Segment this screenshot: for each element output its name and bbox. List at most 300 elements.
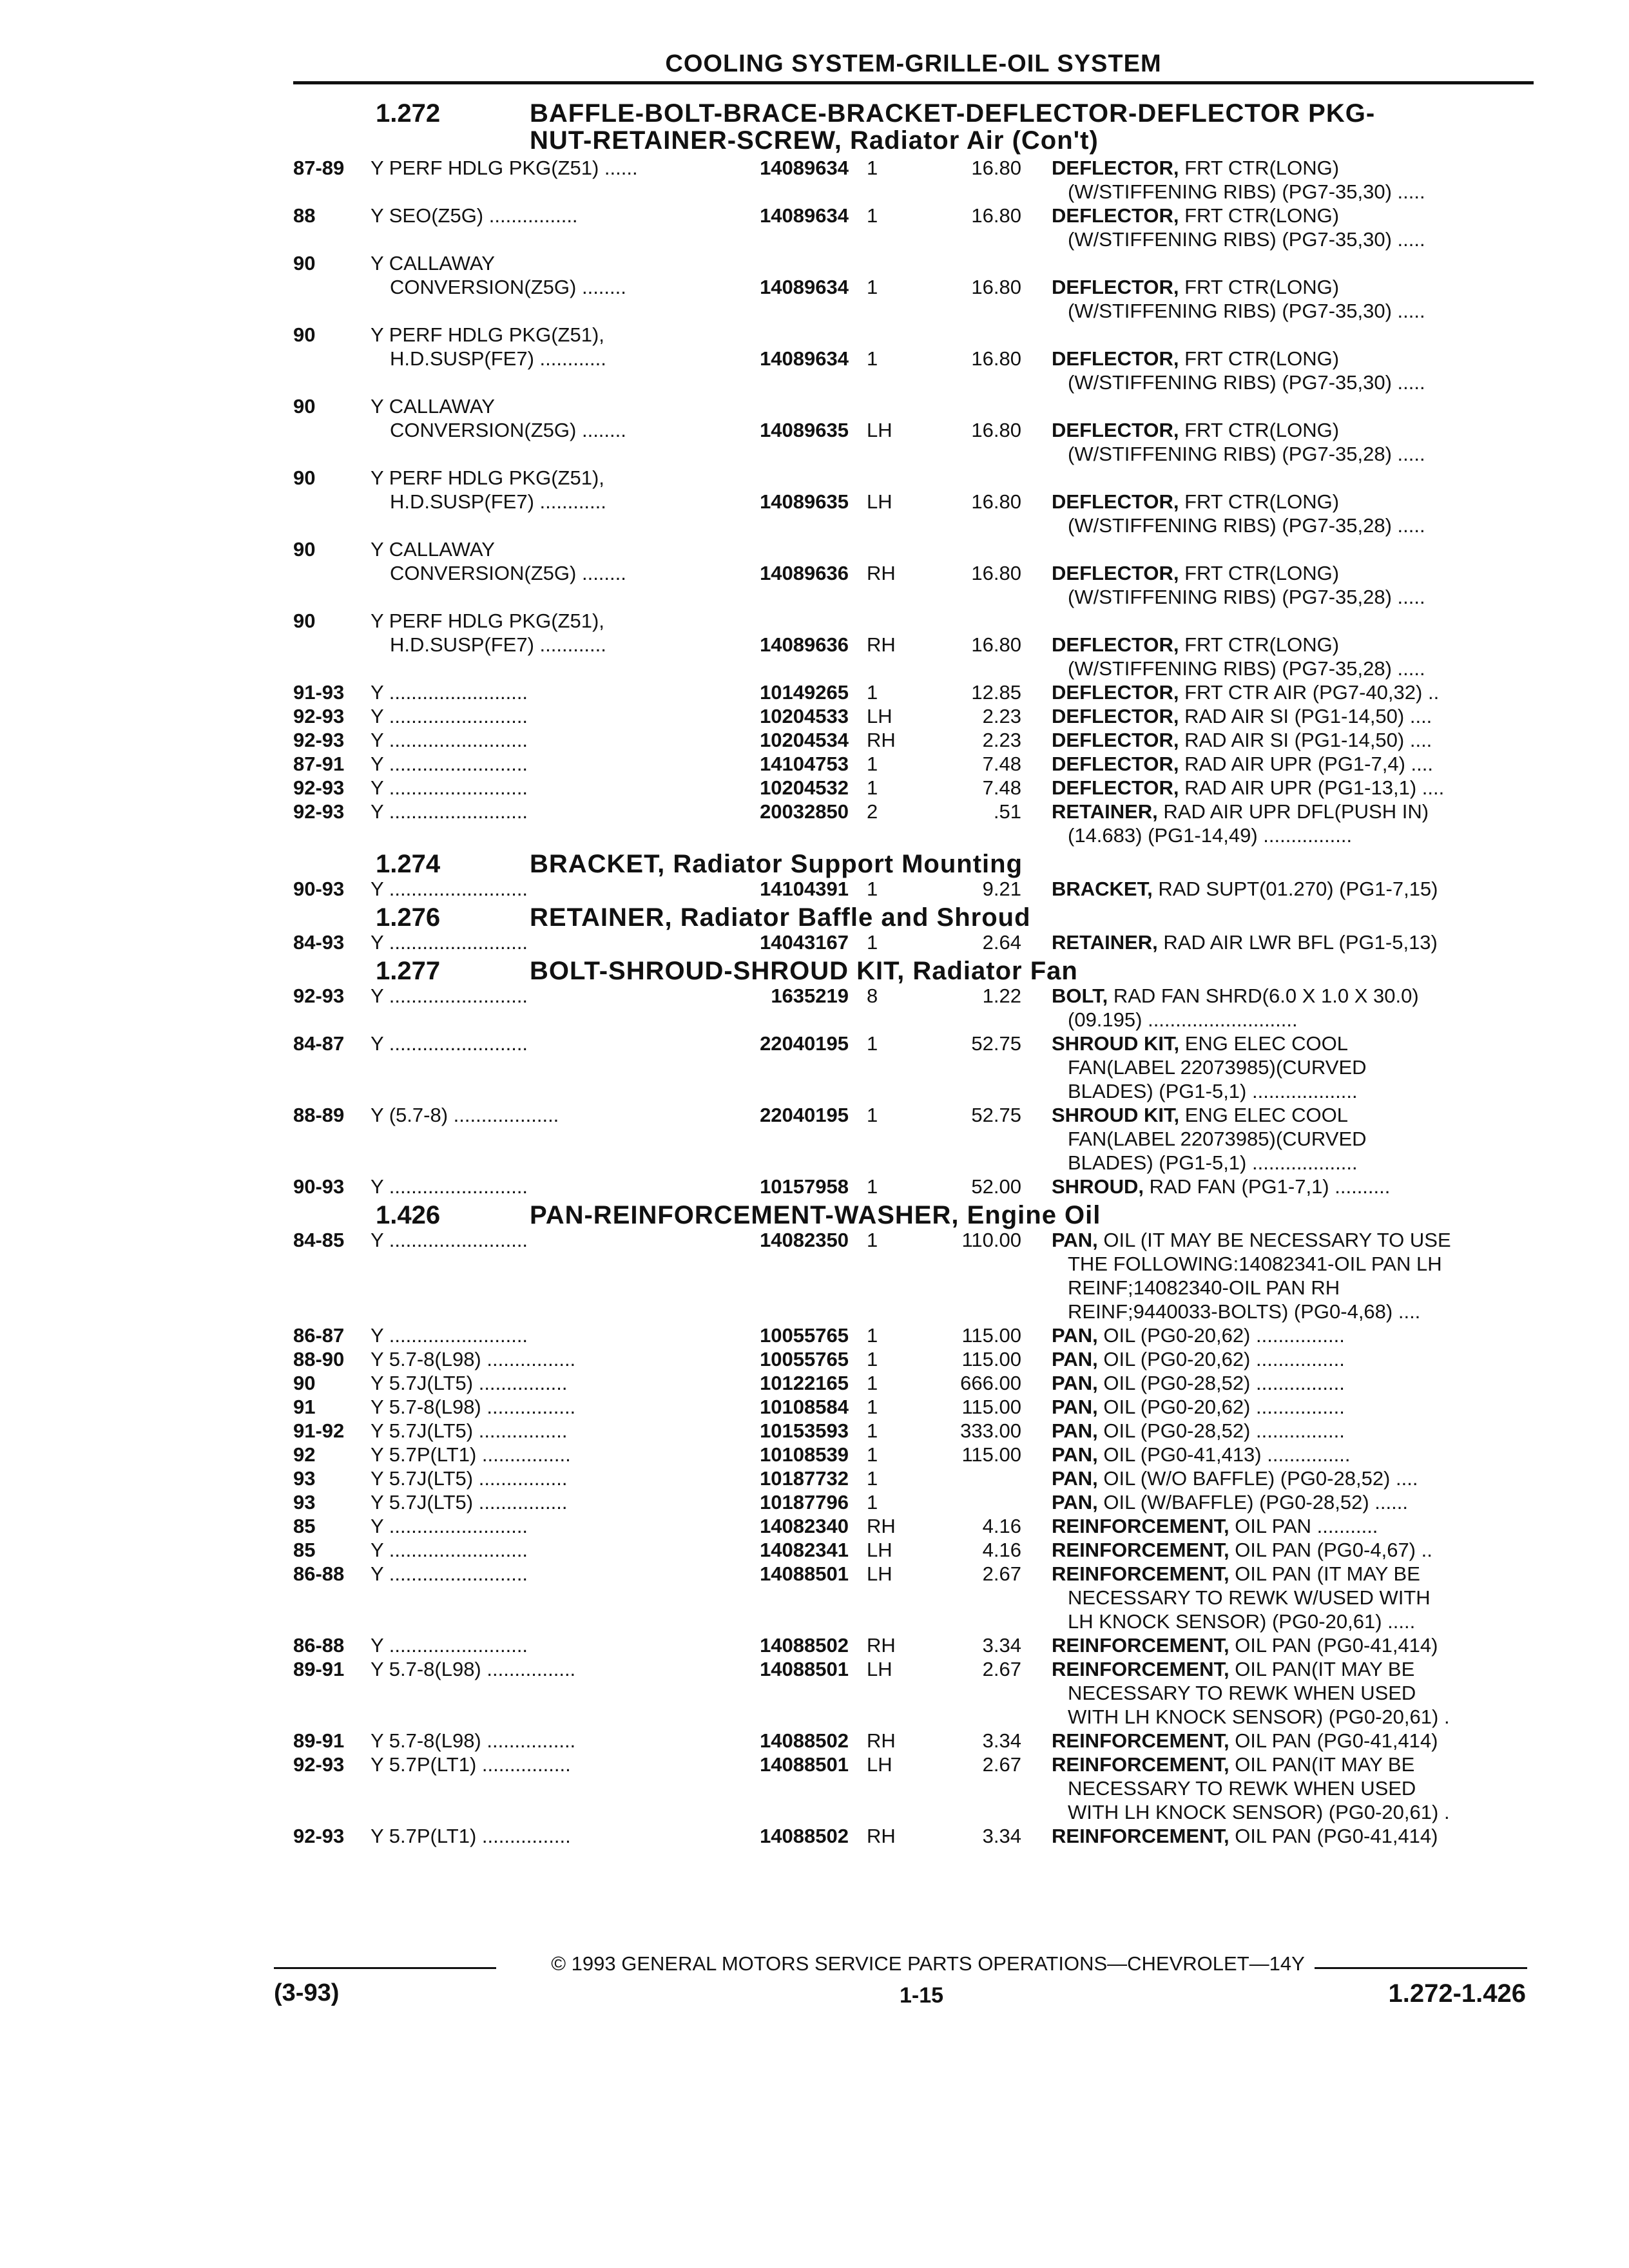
part-description [1052,1538,1516,1562]
model-year: 92-93 [293,705,345,727]
part-detail: OIL PAN(IT MAY BE [1229,1658,1415,1680]
part-name: DEFLECTOR, [1052,729,1179,751]
section-number: 1.272 [376,99,441,128]
model-year: 89-91 [293,1658,345,1680]
part-description [1052,1490,1516,1514]
part-name: DEFLECTOR, [1052,705,1179,727]
price: 115.00 [961,1396,1021,1418]
usage-description: Y SEO(Z5G) ................ [371,204,578,227]
part-description [1052,1323,1516,1347]
model-year: 90 [293,538,316,561]
parts-row [0,1443,1629,1466]
part-number: 14089636 [760,562,849,584]
part-description [1052,1633,1516,1657]
price: 16.80 [971,276,1021,298]
parts-row [0,585,1629,609]
parts-row [0,1466,1629,1490]
part-number: 14089634 [760,276,849,298]
parts-row [0,514,1629,537]
part-number: 14089636 [760,633,849,656]
price: 2.67 [982,1562,1021,1585]
part-number: 14088502 [760,1729,849,1752]
model-year: 91-92 [293,1419,345,1442]
part-name: PAN, [1052,1396,1098,1418]
usage-description: Y ......................... [371,878,528,900]
part-description-continued: (W/STIFFENING RIBS) (PG7-35,30) ..... [1068,371,1425,394]
parts-row [0,752,1629,776]
part-name: PAN, [1052,1467,1098,1490]
parts-row [0,823,1629,847]
model-year: 86-88 [293,1634,345,1657]
part-number: 10187796 [760,1491,849,1514]
part-detail: OIL (PG0-20,62) ................ [1097,1324,1345,1347]
part-number: 14089634 [760,157,849,179]
part-description-continued: BLADES) (PG1-5,1) ................... [1068,1080,1358,1102]
section-number: 1.276 [376,903,441,932]
quantity: LH [867,1658,892,1680]
part-detail: RAD AIR LWR BFL (PG1-5,13) [1157,931,1438,954]
part-detail: FRT CTR(LONG) [1179,157,1340,179]
part-number: 10149265 [760,681,849,704]
part-name: REINFORCEMENT, [1052,1562,1229,1585]
section-title-continued: NUT-RETAINER-SCREW, Radiator Air (Con't) [530,126,1099,155]
parts-row [0,1151,1629,1175]
usage-description: Y ......................... [371,681,528,704]
model-year: 85 [293,1539,316,1561]
part-name: RETAINER, [1052,931,1158,954]
quantity: 1 [867,753,878,775]
part-detail: RAD AIR UPR DFL(PUSH IN) [1157,800,1429,823]
part-description [1052,728,1516,752]
part-number: 14089634 [760,347,849,370]
price: 115.00 [961,1443,1021,1466]
part-description [1052,877,1516,901]
parts-row [0,1055,1629,1079]
part-name: BOLT, [1052,985,1108,1007]
parts-row [0,1633,1629,1657]
part-detail: OIL PAN (PG0-41,414) [1229,1825,1438,1847]
quantity: 1 [867,1324,878,1347]
part-description [1052,680,1516,704]
footer-page-number: 1-15 [899,1983,944,2008]
parts-row [0,1276,1629,1300]
parts-row [0,561,1629,585]
quantity: 1 [867,157,878,179]
model-year: 89-91 [293,1729,345,1752]
part-detail: OIL (PG0-20,62) ................ [1097,1348,1345,1370]
usage-description: Y PERF HDLG PKG(Z51), [371,323,604,346]
parts-row [0,1657,1629,1681]
price: 115.00 [961,1348,1021,1370]
page-header-title: COOLING SYSTEM-GRILLE-OIL SYSTEM [665,50,1162,77]
usage-description: CONVERSION(Z5G) ........ [390,562,626,584]
part-detail: OIL (W/BAFFLE) (PG0-28,52) ...... [1097,1491,1408,1514]
parts-row [0,633,1629,657]
part-name: PAN, [1052,1372,1098,1394]
part-name: DEFLECTOR, [1052,776,1179,799]
price: 16.80 [971,157,1021,179]
part-name: PAN, [1052,1348,1098,1370]
parts-row [0,180,1629,204]
price: 3.34 [982,1634,1021,1657]
parts-row [0,1800,1629,1824]
price: 1.22 [982,985,1021,1007]
usage-description: H.D.SUSP(FE7) ............ [390,490,606,513]
part-description-continued: REINF;9440033-BOLTS) (PG0-4,68) .... [1068,1300,1421,1323]
part-detail: ENG ELEC COOL [1179,1104,1348,1126]
model-year: 88-89 [293,1104,345,1126]
part-name: DEFLECTOR, [1052,753,1179,775]
parts-row [0,1419,1629,1443]
model-year: 86-88 [293,1562,345,1585]
parts-row [0,1252,1629,1276]
parts-row [0,1008,1629,1032]
parts-listing [0,97,1629,1848]
quantity: 1 [867,1443,878,1466]
section-number: 1.274 [376,850,441,878]
part-number: 14089635 [760,419,849,441]
part-description-continued: FAN(LABEL 22073985)(CURVED [1068,1128,1367,1150]
quantity: 2 [867,800,878,823]
usage-description: Y 5.7P(LT1) ................ [371,1753,571,1776]
part-name: REINFORCEMENT, [1052,1729,1229,1752]
usage-description: Y 5.7J(LT5) ................ [371,1467,568,1490]
parts-row [0,1753,1629,1776]
price: 2.67 [982,1658,1021,1680]
part-number: 10204532 [760,776,849,799]
parts-row [0,370,1629,394]
quantity: 1 [867,776,878,799]
parts-row [0,1079,1629,1103]
section-number: 1.426 [376,1201,441,1229]
quantity: 1 [867,276,878,298]
parts-row [0,1610,1629,1633]
usage-description: Y PERF HDLG PKG(Z51), [371,610,604,632]
usage-description: H.D.SUSP(FE7) ............ [390,347,606,370]
model-year: 90 [293,323,316,346]
part-detail: RAD FAN SHRD(6.0 X 1.0 X 30.0) [1108,985,1419,1007]
footer-date: (3-93) [274,1979,340,2006]
part-number: 14089634 [760,204,849,227]
part-name: REINFORCEMENT, [1052,1658,1229,1680]
price: 7.48 [982,753,1021,775]
part-name: SHROUD KIT, [1052,1104,1180,1126]
part-detail: RAD AIR UPR (PG1-7,4) .... [1179,753,1433,775]
usage-description: Y ......................... [371,800,528,823]
usage-description: Y CALLAWAY [371,252,495,274]
part-detail: FRT CTR(LONG) [1179,204,1340,227]
model-year: 92-93 [293,800,345,823]
part-name: BRACKET, [1052,878,1153,900]
parts-row [0,1323,1629,1347]
model-year: 84-85 [293,1229,345,1251]
parts-row [0,704,1629,728]
part-description-continued: NECESSARY TO REWK W/USED WITH [1068,1586,1431,1609]
usage-description: CONVERSION(Z5G) ........ [390,276,626,298]
quantity: RH [867,1634,896,1657]
part-description-continued: THE FOLLOWING:14082341-OIL PAN LH [1068,1253,1442,1275]
part-number: 14088501 [760,1658,849,1680]
part-detail: OIL (PG0-28,52) ................ [1097,1419,1345,1442]
section-header [0,1198,1629,1228]
model-year: 92-93 [293,1753,345,1776]
price: 16.80 [971,562,1021,584]
part-number: 10204533 [760,705,849,727]
part-description-continued: (14.683) (PG1-14,49) ................ [1068,824,1353,847]
model-year: 87-89 [293,157,345,179]
footer-section-range: 1.272-1.426 [1388,1979,1526,2008]
part-description-continued: (W/STIFFENING RIBS) (PG7-35,30) ..... [1068,300,1425,322]
part-number: 10055765 [760,1324,849,1347]
part-name: REINFORCEMENT, [1052,1753,1229,1776]
part-number: 20032850 [760,800,849,823]
part-description [1052,704,1516,728]
price: 52.00 [971,1175,1021,1198]
part-number: 10153593 [760,1419,849,1442]
part-description-continued: (09.195) ........................... [1068,1008,1298,1031]
parts-row [0,156,1629,180]
parts-row [0,1127,1629,1151]
parts-row [0,466,1629,490]
parts-row [0,299,1629,323]
quantity: LH [867,1562,892,1585]
part-number: 14043167 [760,931,849,954]
quantity: RH [867,562,896,584]
part-description-continued: WITH LH KNOCK SENSOR) (PG0-20,61) . [1068,1801,1450,1823]
model-year: 90 [293,395,316,418]
usage-description: Y ......................... [371,1032,528,1055]
part-description-continued: WITH LH KNOCK SENSOR) (PG0-20,61) . [1068,1706,1450,1728]
part-description [1052,418,1516,442]
part-description [1052,1103,1516,1127]
parts-row [0,657,1629,680]
usage-description: Y PERF HDLG PKG(Z51) ...... [371,157,638,179]
price: 52.75 [971,1032,1021,1055]
part-description [1052,1514,1516,1538]
part-number: 14104391 [760,878,849,900]
part-detail: OIL PAN (IT MAY BE [1229,1562,1420,1585]
part-description [1052,1562,1516,1586]
footer-rule-left [274,1967,496,1969]
usage-description: Y ......................... [371,1634,528,1657]
part-description-continued: FAN(LABEL 22073985)(CURVED [1068,1056,1367,1079]
section-title: PAN-REINFORCEMENT-WASHER, Engine Oil [530,1201,1101,1229]
usage-description: Y 5.7-8(L98) ................ [371,1348,576,1370]
parts-row [0,323,1629,347]
part-name: SHROUD KIT, [1052,1032,1180,1055]
price: 7.48 [982,776,1021,799]
part-number: 10108584 [760,1396,849,1418]
price: 2.23 [982,729,1021,751]
usage-description: Y CALLAWAY [371,395,495,418]
part-number: 1635219 [771,985,849,1007]
part-name: DEFLECTOR, [1052,681,1179,704]
price: 16.80 [971,204,1021,227]
part-number: 14088502 [760,1634,849,1657]
parts-row [0,1586,1629,1610]
price: 9.21 [982,878,1021,900]
usage-description: Y 5.7J(LT5) ................ [371,1419,568,1442]
part-description-continued: NECESSARY TO REWK WHEN USED [1068,1777,1416,1800]
parts-row [0,1729,1629,1753]
part-description-continued: (W/STIFFENING RIBS) (PG7-35,30) ..... [1068,180,1425,203]
model-year: 92-93 [293,729,345,751]
model-year: 92-93 [293,985,345,1007]
usage-description: CONVERSION(Z5G) ........ [390,419,626,441]
part-detail: RAD SUPT(01.270) (PG1-7,15) [1152,878,1438,900]
part-number: 14104753 [760,753,849,775]
part-description [1052,1419,1516,1443]
part-detail: OIL (PG0-20,62) ................ [1097,1396,1345,1418]
parts-row [0,1514,1629,1538]
parts-row [0,1562,1629,1586]
parts-row [0,776,1629,800]
parts-row [0,275,1629,299]
part-description-continued: (W/STIFFENING RIBS) (PG7-35,28) ..... [1068,657,1425,680]
part-name: DEFLECTOR, [1052,490,1179,513]
quantity: LH [867,419,892,441]
model-year: 91 [293,1396,316,1418]
part-name: PAN, [1052,1324,1098,1347]
parts-row [0,394,1629,418]
part-name: DEFLECTOR, [1052,633,1179,656]
part-description [1052,930,1516,954]
quantity: 1 [867,878,878,900]
parts-row [0,490,1629,514]
part-number: 10122165 [760,1372,849,1394]
part-description [1052,561,1516,585]
quantity: 1 [867,931,878,954]
quantity: RH [867,1825,896,1847]
part-description [1052,1824,1516,1848]
usage-description: Y ......................... [371,1515,528,1537]
part-description-continued: LH KNOCK SENSOR) (PG0-20,61) ..... [1068,1610,1416,1633]
quantity: 1 [867,204,878,227]
price: 16.80 [971,490,1021,513]
usage-description: Y ......................... [371,1324,528,1347]
price: 2.23 [982,705,1021,727]
price: 16.80 [971,419,1021,441]
usage-description: Y ......................... [371,1539,528,1561]
part-detail: OIL (IT MAY BE NECESSARY TO USE [1097,1229,1451,1251]
parts-row [0,800,1629,823]
parts-row [0,680,1629,704]
part-detail: ENG ELEC COOL [1179,1032,1348,1055]
section-number: 1.277 [376,957,441,985]
model-year: 90 [293,466,316,489]
price: 3.34 [982,1825,1021,1847]
part-description-continued: NECESSARY TO REWK WHEN USED [1068,1682,1416,1704]
usage-description: H.D.SUSP(FE7) ............ [390,633,606,656]
part-detail: RAD AIR SI (PG1-14,50) .... [1179,705,1432,727]
part-description [1052,776,1516,800]
part-number: 22040195 [760,1104,849,1126]
parts-row [0,609,1629,633]
section-header [0,97,1629,156]
usage-description: Y 5.7-8(L98) ................ [371,1729,576,1752]
parts-row [0,204,1629,227]
part-description [1052,1371,1516,1395]
parts-row [0,984,1629,1008]
model-year: 85 [293,1515,316,1537]
model-year: 90 [293,1372,316,1394]
part-number: 14088502 [760,1825,849,1847]
parts-row [0,728,1629,752]
usage-description: Y 5.7-8(L98) ................ [371,1396,576,1418]
part-name: PAN, [1052,1491,1098,1514]
model-year: 90-93 [293,878,345,900]
parts-row [0,1681,1629,1705]
part-description [1052,1657,1516,1681]
part-description [1052,347,1516,370]
parts-row [0,1347,1629,1371]
price: 4.16 [982,1515,1021,1537]
footer-rule-right [1315,1967,1527,1969]
part-detail: FRT CTR(LONG) [1179,347,1340,370]
model-year: 90 [293,610,316,632]
part-number: 10157958 [760,1175,849,1198]
part-number: 10187732 [760,1467,849,1490]
part-detail: OIL (PG0-41,413) ............... [1097,1443,1351,1466]
part-number: 10055765 [760,1348,849,1370]
part-number: 14089635 [760,490,849,513]
part-name: REINFORCEMENT, [1052,1515,1229,1537]
part-detail: OIL (PG0-28,52) ................ [1097,1372,1345,1394]
quantity: LH [867,1753,892,1776]
price: 2.64 [982,931,1021,954]
quantity: 1 [867,1396,878,1418]
part-number: 14088501 [760,1562,849,1585]
price: 110.00 [961,1229,1021,1251]
parts-row [0,251,1629,275]
usage-description: Y ......................... [371,776,528,799]
price: 333.00 [960,1419,1021,1442]
quantity: 1 [867,1372,878,1394]
part-description [1052,984,1516,1008]
section-header [0,847,1629,877]
usage-description: Y ......................... [371,1175,528,1198]
quantity: 1 [867,347,878,370]
parts-row [0,1490,1629,1514]
usage-description: Y ......................... [371,729,528,751]
part-detail: FRT CTR(LONG) [1179,276,1340,298]
quantity: RH [867,1515,896,1537]
parts-row [0,1538,1629,1562]
price: 12.85 [971,681,1021,704]
part-description-continued: (W/STIFFENING RIBS) (PG7-35,28) ..... [1068,443,1425,465]
part-description [1052,1466,1516,1490]
usage-description: Y ......................... [371,1562,528,1585]
part-description [1052,1753,1516,1776]
model-year: 84-93 [293,931,345,954]
part-name: DEFLECTOR, [1052,419,1179,441]
part-number: 14082340 [760,1515,849,1537]
part-description [1052,752,1516,776]
part-detail: FRT CTR(LONG) [1179,419,1340,441]
part-name: DEFLECTOR, [1052,204,1179,227]
quantity: LH [867,705,892,727]
header-rule [293,81,1534,84]
model-year: 91-93 [293,681,345,704]
section-title: RETAINER, Radiator Baffle and Shroud [530,903,1031,932]
quantity: LH [867,490,892,513]
parts-row [0,1103,1629,1127]
quantity: 8 [867,985,878,1007]
part-name: RETAINER, [1052,800,1158,823]
part-name: REINFORCEMENT, [1052,1825,1229,1847]
part-detail: FRT CTR(LONG) [1179,633,1340,656]
part-name: DEFLECTOR, [1052,562,1179,584]
